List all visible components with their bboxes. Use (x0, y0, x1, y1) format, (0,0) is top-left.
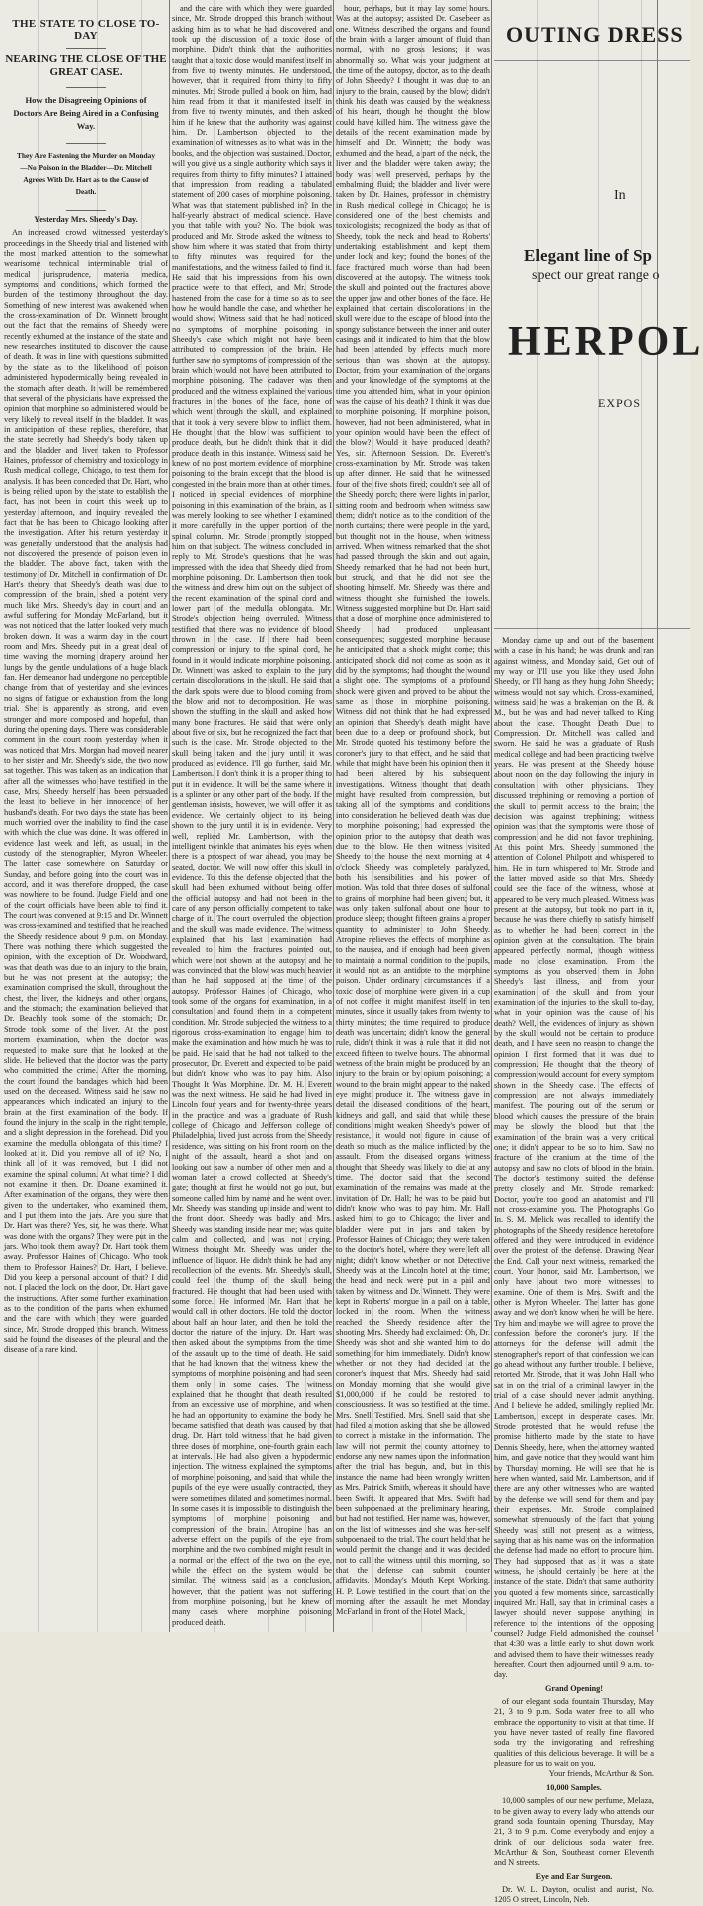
section-heading: Yesterday Mrs. Sheedy's Day. (34, 215, 138, 224)
divider (66, 210, 106, 211)
column-rule (333, 0, 334, 1632)
body-text: and the care with which they were guarded since, Mr. Strode dropped this branch without asking him as to what he had discovered and took up the discussion of a toxic dose of morphine. Didn't think that the authorities taught that a toxic dose would manifest itself in from five to twenty minutes. He understood, however, that it required from thirty to fifty minutes. Mr. Strode pulled a book on him, had him read from it that it manifested itself in from five to twenty minutes, and then asked him if he knew that the authority was against him. Dr. Lambertson objected to the examination of witnesses as to what was in the books, and the objection was sustained. Doctor, will you give us a single authority which says it requires from thirty to fifty minutes? I attained that impression from reading a tabulated statement of 200 cases of morphine poisoning. What was that statement published in? In the half-yearly abstract of medical science. Have you that table with you? No. The book was produced and Mr. Strode asked the witness to show him where it was stated that from thirty to fifty minutes was required for the manifestations, and the witness failed to find it. He said that his impressions from his own practice were to that effect, and Mr. Strode hastened from the case for a time so as to see how he would handle the case, and whether he would show. Witness said that he had noticed no symptoms of morphine poisoning in Sheedy's case which might not have been attributed to compression of the brain. He further saw no symptoms of compression of the brain which would not have been attributed to morphine poisoning. The cadaver was then produced and the witness explained the various fractures in the bones of the face, none of which went through the skull, and explained that it took a very severe blow to inflict them. He thought that the blow was sufficient to produce death, but he didn't think that it did produce death in this instance. Witness said he knew of no post mortem evidence of morphine poisoning to the brain except that the blood is congested in the brain more than at other times. I noticed in special evidences of morphine poisoning in this examination of the brain, as I was merely looking to see whether I examined it more carefully in the upper portion of the spinal column. Mr. Strode promptly stopped him on that subject. The witness concluded in reply to Mr. Strode's questions that he was impressed with the idea that Sheedy died from morphine poisoning. Dr. Lambertson then took the witness and drew him out on the subject of the recent examination of the spinal cord and lower part of the medulla oblongata. Mr. Strode's objection being overruled. Witness testified that there was no evidence of blood thrown in the case. If there had been compression or injury to the spinal cord, he found in it would indicate morphine poisoning. Dr. Winnett was asked to explain to the jury certain discolorations in the skull. He said that the dark spots were due to blood coming from the blow and not to decomposition. He was shown the stuffing in the skull and asked how many bone fractures. He said that were only about five or six, but he recognized the fact that such is the case. Mr. Strode objected to the skull being taken and the jury until it was produced as evidence. I'll go further, said Mr. Lambertson. I don't think it is a proper thing to put it in evidence. It will be the same where it is a splinter or any other part of the body. If the gentleman insists, however, we will offer it as evidence. We certainly object to its being shown to the jury until it is in evidence. Very well, replied Mr. Lambertson, with the intelligent twinkle that animates his eyes when there is a prospect of war ahead, you may be seated, doctor. We will now offer this skull in evidence. To this the defense objected that the skull had been exhumed without being offer the official autopsy and had not been in the care of any person officially competent to take charge of it. The court overruled the objection and the skull was made evidence. The witness explained that his last examination had revealed to him the fractures pointed out, which were not shown at the autopsy and he was convinced that the blow was much heavier than he had supposed at the time of the autopsy. Professor Haines of Chicago, who took some of the organs for examination, in a consultation and found them in a competent condition. Mr. Strode subjected the witness to a rigorous cross-examination to engage him to make the examination and how much he was to be paid. He said that he had not talked to the prosecutor, Dr. Everett and expected to be paid but didn't know who was to pay him. Also Thought It Was Morphine. Dr. M. H. Everett was the next witness. He said he had lived in Lincoln four years and for twenty-three years in the practice and was a graduate of Rush college of Chicago and Jefferson college of Philadelphia, lived just across from the Sheedy residence, was sitting on his front room on the night of the assault, heard a shot and on looking out saw a number of other men and a woman later a crowd collected at Sheedy's gate; thought at first he would not go out, but someone called him by name and he went over. Mr. Sheedy was standing up inside and went to the front door. Sheedy was badly and Mrs. Sheedy was standing inside near me; was quite calm and collected, and was not crying. Witness thought Mr. Sheedy was under the influence of liquor. He didn't think he had any recollection of the events. Mr. Sheedy's skull, could feel the thump of the skull being fractured. He thought that had been used with some force. He informed Mr. Hart that he would call in other doctors. He told the doctor about half an hour later, and then he told the doctor the nature of the injury. Dr. Hart was then asked about the symptoms from the time of the assault up to the time of death. He said that he had known that the witness knew the symptoms of morphine poisoning and had seen them only in some cases. The witness explained that he thought that death resulted from an excessive use of morphine, and when he had an opportunity to examine the body he became satisfied that death was caused by that drug. Dr. Hart told witness that he had given three doses of morphine, one-fourth grain each at intervals. He had also given a hypodermic injection. The witness explained the symptoms of morphine poisoning, and said that while the pupils of the eye were usually contracted, they were sometimes dilated and sometimes normal. In some cases it is impossible to distinguish the symptoms of morphine poisoning and compression of the brain. Atropine has an adverse effect on the pupils of the eye from morphine and the two combined might result in a normal or the effect of the two on the eye, while the effect on the system would be similar. The witness said as a conclusion, however, that the patient was not suffering from morphine poisoning, but he knew of many cases where morphine poisoning produced death. (172, 4, 332, 1627)
divider (66, 143, 106, 144)
ad-brand-name: HERPOL (508, 319, 703, 365)
article-deck: How the Disagreeing Opinions of Doctors Are Being Aired in a Confusing Way. (13, 95, 159, 131)
scan-artifact (598, 0, 599, 1632)
divider (494, 60, 690, 61)
article-deck-secondary: They Are Fastening the Murder on Monday—No Poison in the Bladder—Dr. Mitchell Agrees With Dr. Hart as to the Cause of Death. (16, 151, 156, 196)
body-text: An increased crowd witnessed yesterday's proceedings in the Sheedy trial and listened with the most marked attention to the somewhat wearisome technical interminable trial of medical jurisprudence, materia medica, symptoms and conditions, which formed the burden of the testimony throughout the day. Something of new interest was awakened when the cross-examination of Dr. Winnett brought out the fact that the remains of Sheedy were recently exhumed at the instance of the state and new researches instituted to discover the cause of death. It was in line with questions submitted by the state as to the likelihood of poison administered hypodermically being revealed in the stomach after death. It will be remembered that several of the physicians have expressed the opinion that morphine so administered would be very likely to reveal itself in the bladder. It was in anticipation of these replies, therefore, that the state secretly had Sheedy's body taken up and the bladder and liver taken to Professor Haines, professor of chemistry and toxicology in Rush medical college, Chicago, to test them for analysis. It has been conceded that Dr. Hart, who is being relied upon by the state to establish the fact, has not been in court this week up to yesterday afternoon, and inquiry revealed the fact that he has been to Chicago looking after the investigation. After his return yesterday it was generally understood that the analysis had not discovered the presence of poison even in the bladder. The above fact, taken with the testimony of Dr. Mitchell in confirmation of Dr. Hart's theory that Sheedy's death was due to compression of the brain, shed a potent very much like Mrs. Sheedy's day in court and an awful suffering for Monday McFarland, but it was not noticed that the latter looked very much broken down. It was a warm day in the court room and Mrs. Sheedy put in a great deal of time waving the morning drapery around her lungs by the gentle undulations of a huge black fan. Her demeanor had undergone no perceptible change from that of yesterday and she evinces no signs of fatigue or exhaustion from the long trial. She is apparently as strong, and even stronger and more composed and hopeful, than during the opening days. There was considerable comment in the court room yesterday when it was noticed that Mrs. Morgan had moved nearer to her sister and Mr. Sheedy's side, the two now sat together. This was taken as an indication that after all the witnesses who have testified in the case, Mrs. Sheedy herself has been persuaded the least to believe in her innocence of her husband's death. For two days the state has been much worried over the inability to find the case with which the clue was done. It was offered in evidence last week and left, as usual, in the custody of the stenographer, Myron Wheeler. The latter case somewhere on Saturday or Sunday, and before going into the court was in accord, and it was therefore dropped, the case was nowhere to be found. Judge Field and one of the court officials have been able to find it. The court was convened at 9:15 and Dr. Winnett was cross-examined and testified that he reached the Sheedy residence about 9 p.m. on Monday. There was nothing there which suggested the opinion, with the exception of Dr. Woodward, was that death was due to an injury to the brain, but he was not present at the autopsy; the examination comprised the skull, throughout the chest, the liver, the kidneys and other organs, and the stomach; the examination believed that Dr. Beachly took some of the stomach; Dr. Strode took some of the liver. At the post mortem examination, when the doctor was requested to make sure that he looked at the slide. He believed that the doctor was the party who committed the crime. After the morning, the court found the bandages which had been used on the deceased. Witness said he saw no appearances which indicated an injury to the brain at the first examination of the body. If found the injury in the scalp in the right temple, and a slight depression in the forehead. Did you examine the medulla oblongata of this time? I looked at it. Did you remove all of it? No, I think all of it was removed, but I did not examine the spinal column. At what time? I did not examine it then. Dr. Doane examined it. After examination of the organs, they were then given to the undertaker, who examined them, and I put them into the jars. Are you sure that Dr. Hart was there? Yes, sir, he was there. What was done with the organs? They were put in the jars. Who took them away? Dr. Hart took them away. Professor Haines of Chicago. Who took them to Professor Haines? Dr. Hart, I believe. Did you keep a personal account of that? I did not. I placed the lock on the door, Dr. Hart gave the instructions. After some further examination as to the condition of the parts when exhumed and the care with which they were guarded since, Mr. Strode dropped this branch. Witness said he found the diseases of the pleural and the disease of a rare kind. (4, 228, 168, 1355)
scan-artifact (421, 0, 422, 1632)
ad-text: In (614, 188, 626, 203)
divider (66, 48, 106, 49)
ad-title: OUTING DRESS (506, 22, 684, 47)
ad-text: spect our great range o (532, 268, 660, 283)
scan-artifact (305, 0, 306, 1632)
scan-artifact (466, 0, 467, 1632)
body-text: Dr. W. L. Dayton, oculist and aurist, No. 1205 O street, Lincoln, Neb. (494, 1884, 654, 1905)
article-headline: THE STATE TO CLOSE TO-DAY (12, 18, 160, 42)
body-text: of our elegant soda fountain Thursday, May 21, 3 to 9 p.m. Soda water free to all who embrace the opportunity to visit at that time. If you have never tasted of really fine flavored soda try the invigorating and refreshing qualities of this delicious beverage. It will be a pleasure for us to wait on you. (494, 1697, 654, 1769)
article-subhead: NEARING THE CLOSE OF THE GREAT CASE. (5, 53, 167, 78)
scan-artifact (38, 0, 39, 1632)
article-column-4 (494, 636, 654, 1905)
scan-artifact (214, 0, 215, 1632)
outing-dress-advertisement (494, 0, 703, 630)
ad-text: EXPOS (598, 396, 642, 410)
scan-artifact (372, 0, 373, 1632)
body-text: Monday came up and out of the basement with a case in his hand; he was drunk and ran against witness, and Monday said, Get out of my way or I'll use you like they used John Sheedy, or I'll hang as they hung John Sheedy; witness would not say which. Cross-examined, witness said he was a brakeman on the B. & M., but he was and had never talked to King about the case. Thought Death Due to Compression. Dr. Mitchell was called and sworn. He said he was a graduate of Rush medical college and had been practicing twelve years. He was present at the Sheedy house about noon on the day following the injury in consultation with other physicians. They discussed trephining or removing a portion of the skull to permit access to the brain; the decision was against trephining; witness opinion was that the symptoms were those of compression and he did not favor trephining. At this point Mrs. Sheedy summoned the attention of Colonel Philpott and whispered to him. He in turn whispered to Mr. Strode and the latter moved aside so that Mrs. Sheedy could see the face of the witness, whose at appeared to be very much pleased. Witness was present at the autopsy, but took no part in it, because he was there chiefly to satisfy himself as to whether he had been correct in the opinion given at the consultation. The brain appeared perfectly normal, though witness made no close examination. From the symptoms as you observed them in John Sheedy's last illness, and from your examination of the skull and from your examination of the injuries to the skull to-day, what in your opinion was the cause of his death? Well, the evidences of injury as shown by the skull would not be certain to produce death, and I have seen no reason to change the opinion I first formed that it was due to compression. He thought that the theory of compression would account for every symptom shown in the Sheedy case. The effects of compression are not always immediately manifest. The pouring out of the serum or blood which causes the pressure of the brain may be slowly the blood but that the examination of the brain was a very critical one; it didn't appear to be so to him. Saw no fracture of the cranium at the time of the autopsy and saw no clots of blood in the brain. The doctor's testimony suited the defense pretty closely and Mr. Strode remarked: Doctor, you're too good an anatomist and I'll not cross-examine you. The Photographs Go In. S. M. Melick was recalled to identify the photographs of the Sheedy residence heretofore offered and they were introduced in evidence over the protest of the defense. Drawing Near the End. Call your next witness, remarked the court. Your honor, said Mr. Lambertson, we only have about two more witnesses to examine. One of them is Mrs. Swift and the other is Myron Wheeler. The latter has gone away and we don't know when he will be here. Try him and maybe we will agree to prove the confession before the coroner's jury. If the attorneys for the defense will admit the stenographer's report of that confession we can go ahead without any further trouble. I believe, retorted Mr. Strode, that it was John Hall who sat in on the trial of a criminal lawyer in the trial of a case should never admit anything. And I believe he added, smilingly replied Mr. Lambertson, except in desperate cases. Mr. Strode protested that he would refuse the promise hitherto made by the state to have Dennis Sheedy, here, when the attorney wanted him, and gave notice that they would want him by Thursday morning. He will see that he is here when wanted, said Mr. Lambertson, and if there are any other witnesses who are wanted by the defense we will send for them and pay their expenses. Mr. Strode complained somewhat strenuously of the fact that young Sheedy was still not present as a witness, saying that as his name was on the information the defense had made no effort to procure him. They had supposed that as it was a state witness, he should certainly be here at the instance of the state. Didn't that same authority you quoted a few moments since, sarcastically inquired Mr. Hall, say that in criminal cases a lawyer should never suppose anything in reference to the intentions of the opposing counsel? Judge Field admonished the counsel that 4:30 was a little early to shut down work and advised them to have their witnesses ready hereafter. Court then adjourned until 9 a.m. to-day. (494, 636, 654, 1680)
column-rule (491, 0, 492, 1632)
article-column-1 (4, 4, 168, 1628)
divider (494, 628, 690, 629)
scan-artifact (141, 0, 142, 1632)
divider (66, 87, 106, 88)
scan-artifact (537, 0, 538, 1632)
scan-artifact (97, 0, 98, 1632)
section-heading: Eye and Ear Surgeon. (535, 1871, 613, 1881)
scan-artifact (268, 0, 269, 1632)
column-rule (169, 0, 170, 1632)
ad-text: Elegant line of Sp (524, 246, 652, 265)
article-column-2 (172, 4, 332, 1628)
signature: Your friends, McArthur & Son. (548, 1769, 654, 1779)
body-text: 10,000 samples of our new perfume, Melaza, to be given away to every lady who attends our grand soda fountain opening Thursday, May 21, 3 to 9 p.m. Come everybody and enjoy a drink of our delicious soda water free. McArthur & Son, Southeast corner Eleventh and N streets. (494, 1796, 654, 1868)
scan-artifact (641, 0, 642, 1632)
section-heading: Grand Opening! (544, 1683, 603, 1693)
body-text: hour, perhaps, but it may lay some hours. Was at the autopsy; assisted Dr. Casebeer as one. Witness described the organs and found the brain with a larger amount of fluid than normal, with no gross lesions; it was abnormally so. What was your judgment at the time of the autopsy, doctor, as to the death of John Sheedy? I thought it was due to an injury to the brain, caused by the blow; didn't think his death was caused by the weakness of his heart, though he thought the blow could have killed him. The witness gave the details of the recent examination made by himself and Dr. Winnett; the body was exhumed and the head, a part of the neck, the liver and the bladder were taken away; the body was well preserved, perhaps by the embalming fluid; the bladder and liver were taken by Dr. Haines, professor in chemistry in Rush medical college in Chicago; he is considered one of the best chemists and toxicologists; recognized the body as that of Sheedy, took the neck and head to Roberts' undertaking establishment and kept them under lock and key; found the bones of the face fractured much worse than had been discovered at the autopsy. The witness took the skull and pointed out the fractures above the upper jaw and other bones of the face. He explained that certain discolorations in the skull were due to the escape of blood into the spongy substance between the inner and outer casings and it indicated to him that the blow had been attended by effects much more serious than was shown at the autopsy. Doctor, from your examination of the organs and your knowledge of the symptoms at the time you attended him, what in your opinion was the cause of his death? I think it was due to morphine poisoning. If morphine poison, however, had not been administered, what in your opinion would have been the effect of the blow? Would it have produced death? Yes, sir. Afternoon Session. Dr. Everett's cross-examination by Mr. Strode was taken up after dinner. He said that he witnessed four of the five shots fired; couldn't see all of the Sheedy porch; there were lights in parlor, sitting room and bedroom when witness saw them; didn't notice as to the condition of the north curtains; there were people in the yard, but thought not in the house, when witness arrived. When witness remarked that the shot had passed through the skin and out again, Sheedy remarked that he had not been hurt, but struck, and that he did not see the shooting himself. Mr. Sheedy was there and witness thought she furnished the towels. Witness suggested morphine but Dr. Hart said that a dose of morphine once administered to Sheedy had produced unpleasant consequences; suggested morphine because he anticipated that a shock might come; this anticipated shock did not come as soon as it did by the symptoms; had thought the wound a slight one. The symptoms of a profound shock were given and proved to be about the same as those in morphine poisoning. Witness did not think that he had expressed an opinion that Sheedy's death might have been due to a deep or profound shock, but Mr. Strode quoted his testimony before the coroner's jury to that effect, and he said that while that might have been his opinion then it had been altered by his subsequent investigations. Witness thought that death might have resulted from compression, but taking all of the symptoms and conditions into consideration he believed death was due to morphine poisoning; had expressed the opinion prior to the autopsy that death was due to the blow. He then witness visited Sheedy to the house the next morning at 4 o'clock Sheedy was completely paralyzed, both his sensibilities and his power of motion. Was told that three doses of sulfonal to grains of morphine had been given; but, it was only taken sulfonal about one hour to produce sleep; thought fifteen grains a proper quantity to administer to John Sheedy. Atropine relieves the effects of morphine as to the nausea, and if enough had been given to maintain a normal condition to the pupils, it would not as an antidote to the morphine poison. Under ordinary circumstances if a toxic dose of morphine were given in a cup of not coffee it might manifest itself in ten minutes, since it usually takes from twenty to thirty minutes; the time required to produce death was uncertain; didn't know the general rule, didn't think it was a rule that it did not exceed fifteen to twelve hours. The abnormal wetness of the brain might be produced by an injury to the brain or by opium poisoning; a wound to the brain might appear to the naked eye might produce it. The witness gave in detail the diseased conditions of the heart, kidneys and gall, and said that while these conditions might weaken Sheedy's power of resistance, it would not figure in cause of death so much as the malice inflicted by the assault. From the diseased organs witness thought that Sheedy was likely to die at any time. The doctor said that the second examination of the remains was made at the invitation of Dr. Hall; he was to be paid but didn't know who was to pay him. Mr. Hall asked him to go to Chicago; the liver and bladder were put in jars and taken by Professor Haines of Chicago; they were taken to the doctor's hotel, where they were left all night; didn't know whether or not Detective Sheedy was at the Lincoln hotel at the time; the head and neck were put in a pail and taken by witness and Dr. Winnett. They were kept in Roberts' morgue in a pail on a table, locked in the room. When the witness reached the Sheedy residence after the shooting Mrs. Sheedy had exclaimed: Oh, Dr. Sheedy was shot and she wanted him to do something for him immediately. Didn't know whether or not they had decided at the coroner's inquest that Mrs. Sheedy had said on Monday morning that she would give $1,000,000 if he could be restored to consciousness. It was so testified at the time. Mrs. Snell Testified. Mrs. Snell said that she had filed a motion asking that she be allowed to correct a mistake in the information. The law will not permit the county attorney to endorse any new names upon the information after the trial has begun, and, but in this instance the name had been wrongly written as Mrs. Patrick Smith, whereas it should have been Swift. It appeared that Mrs. Swift had been subpoenaed at the preliminary hearing, but had not testified. Her name was, however, on the list of witnesses and she was her-self subpoenaed to the trial. The court held that he would permit the change and it was decided not to call the witness until this morning, so that the defense can submit counter affidavits. Monday's Mouth Kept Working. H. P. Lowe testified in the court that on the morning after the assault he met Monday McFarland in front of the Hotel Mack, (336, 4, 490, 1617)
section-heading: 10,000 Samples. (546, 1782, 602, 1792)
